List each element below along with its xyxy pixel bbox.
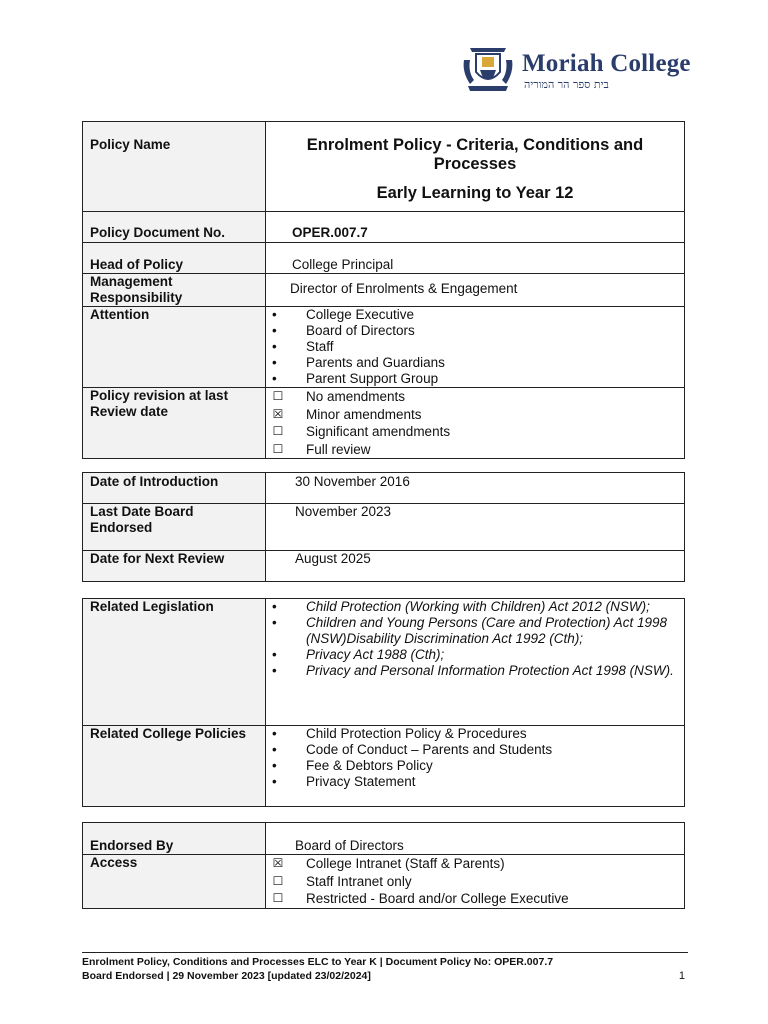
access-option [266,890,676,908]
revision-option [266,388,676,406]
college-policy-item: • Privacy Statement [266,774,676,790]
revision-option-label: Minor amendments [306,406,422,422]
checkbox-empty-icon: ☐ [272,441,284,456]
college-policy-item: • Code of Conduct – Parents and Students [266,742,676,758]
legislation-item: • Children and Young Persons (Care and Protection) Act 1998 (NSW)Disability Discrimination Act 1992 (Cth); [266,615,678,647]
checkbox-checked-icon: ☒ [272,856,284,870]
related-table [82,598,685,807]
college-logo [460,42,690,94]
logo-wordmark: Moriah College [522,50,691,77]
legislation-item: • Privacy and Personal Information Protection Act 1998 (NSW). [266,663,678,679]
endorsed-by-label: Endorsed By [83,823,266,855]
checkbox-empty-icon: ☐ [272,389,284,403]
revision-option [266,406,676,424]
revision-label: Policy revision at last Review date [83,388,266,459]
attention-item: • Board of Directors [266,323,676,339]
access-option [266,873,676,891]
college-policies-list [266,726,676,790]
revision-option [266,423,676,441]
page-footer [82,952,688,983]
checkbox-empty-icon: ☐ [272,424,284,438]
attention-item: • College Executive [266,307,676,323]
next-review-label: Date for Next Review [83,551,266,582]
attention-item: • Parent Support Group [266,371,676,387]
policy-name-label: Policy Name [83,122,266,212]
management-label: Management Responsibility [83,274,266,307]
next-review-value: August 2025 [266,551,685,582]
revision-options [266,388,676,458]
legislation-cell [266,599,685,726]
access-options-cell [266,855,685,909]
attention-item: • Parents and Guardians [266,355,676,371]
access-option-label: Restricted - Board and/or College Executive [306,891,569,906]
last-endorsed-value: November 2023 [266,504,685,551]
date-intro-label: Date of Introduction [83,473,266,504]
legislation-list [266,599,678,679]
footer-line-2: Board Endorsed | 29 November 2023 [updated 23/02/2024] [82,970,371,982]
access-label: Access [83,855,266,909]
access-options [266,855,676,908]
college-policy-item: • Child Protection Policy & Procedures [266,726,676,742]
footer-line-1: Enrolment Policy, Conditions and Processes ELC to Year K | Document Policy No: OPER.007.7 [82,956,554,968]
policy-title-cell [266,122,685,212]
checkbox-empty-icon: ☐ [272,873,284,888]
dates-table [82,472,685,582]
date-intro-value: 30 November 2016 [266,473,685,504]
last-endorsed-label: Last Date Board Endorsed [83,504,266,551]
head-of-policy-label: Head of Policy [83,243,266,274]
revision-option-label: No amendments [306,389,406,404]
doc-no-value: OPER.007.7 [266,212,685,243]
legislation-label: Related Legislation [83,599,266,726]
policy-header-table [82,121,685,459]
revision-option [266,441,676,459]
checkbox-checked-icon: ☒ [272,406,284,421]
attention-list-cell [266,307,685,388]
access-option-label: College Intranet (Staff & Parents) [306,856,505,871]
revision-options-cell [266,388,685,459]
checkbox-empty-icon: ☐ [272,891,284,905]
legislation-item: • Child Protection (Working with Children) Act 2012 (NSW); [266,599,678,615]
attention-label: Attention [83,307,266,388]
doc-no-label: Policy Document No. [83,212,266,243]
attention-list [266,307,676,387]
attention-item: • Staff [266,339,676,355]
revision-option-label: Significant amendments [306,424,451,439]
head-of-policy-value: College Principal [266,243,685,274]
college-policies-label: Related College Policies [83,726,266,807]
access-table [82,822,685,909]
access-option-label: Staff Intranet only [306,873,412,889]
logo-hebrew-name: בית ספר הר המוריה [524,78,609,91]
crest-icon [460,42,516,94]
page-number: 1 [678,970,685,982]
legislation-item: • Privacy Act 1988 (Cth); [266,647,678,663]
policy-title: Enrolment Policy - Criteria, Conditions and Processes [306,136,644,173]
college-policy-item: • Fee & Debtors Policy [266,758,676,774]
endorsed-by-value: Board of Directors [266,823,685,855]
college-policies-cell [266,726,685,807]
revision-option-label: Full review [306,441,371,457]
policy-subtitle: Early Learning to Year 12 [376,184,574,202]
management-value: Director of Enrolments & Engagement [266,274,685,307]
access-option [266,855,676,873]
